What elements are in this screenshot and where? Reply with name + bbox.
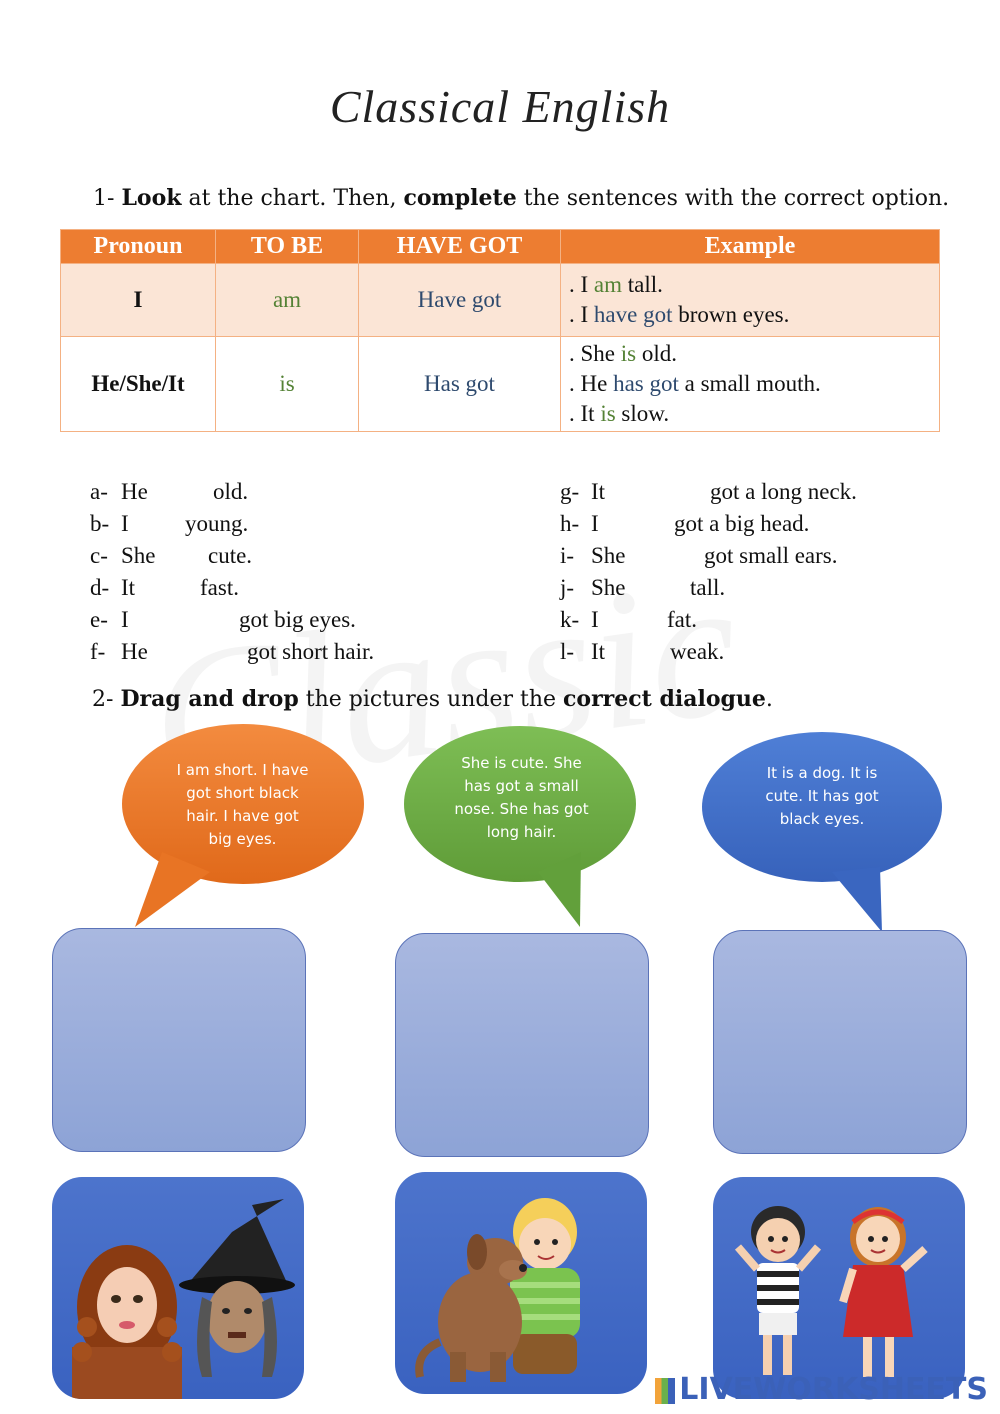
speech-bubble-green — [403, 722, 643, 932]
to-be-cell: am — [216, 264, 359, 337]
sentence-item: e- I got big eyes. — [90, 607, 356, 632]
sentence-item: g- It got a long neck. — [560, 479, 857, 504]
sentence-item: h- I got a big head. — [560, 511, 810, 536]
pronoun-cell: He/She/It — [61, 337, 216, 432]
header-example: Example — [561, 230, 940, 264]
speech-bubble-blue — [702, 722, 947, 932]
sentence-item: d- It fast. — [90, 575, 239, 600]
chart-row — [61, 337, 940, 432]
exercise-number: 2- — [92, 687, 114, 712]
header-pronoun: Pronoun — [61, 230, 216, 264]
exercise-number: 1- — [93, 186, 115, 211]
example-line: . He has got a small mouth. — [569, 371, 821, 396]
exercise-2-instruction — [92, 686, 773, 712]
bubble-text: I am short. I have got short black hair. I have got big eyes. — [176, 761, 309, 848]
sentence-item: l- It weak. — [560, 639, 725, 664]
sentence-item: b- I young. — [90, 511, 249, 536]
to-be-cell: is — [216, 337, 359, 432]
logo-text: LIVEWORKSHEETS — [679, 1372, 988, 1407]
have-got-cell: Have got — [359, 264, 561, 337]
example-cell — [561, 264, 940, 337]
instruction-text: at the chart. Then, — [188, 186, 397, 211]
sentences-left — [90, 476, 510, 668]
boy-dog-illustration — [395, 1172, 647, 1394]
example-line: . I have got brown eyes. — [569, 302, 790, 327]
instruction-text: . — [765, 687, 773, 712]
sentence-item: c- She cute. — [90, 543, 253, 568]
grammar-chart — [60, 229, 940, 432]
instruction-text: the pictures under the — [305, 687, 557, 712]
instruction-text: the sentences with the correct option. — [523, 186, 950, 211]
bubble-text: It is a dog. It is cute. It has got black eyes. — [765, 764, 879, 828]
sentence-item: a- He old. — [90, 479, 249, 504]
picture-card-princess-witch[interactable] — [52, 1177, 304, 1399]
page-title: Classical English — [329, 81, 671, 132]
chart-row — [61, 264, 940, 337]
example-line: . It is slow. — [569, 401, 670, 426]
picture-card-boy-dog[interactable] — [395, 1172, 647, 1394]
instruction-keyword: correct dialogue — [563, 686, 766, 712]
sentence-item: k- I fat. — [560, 607, 698, 632]
example-line: . I am tall. — [569, 272, 663, 297]
picture-card-boy-girl[interactable] — [713, 1177, 965, 1399]
speech-bubble-orange — [120, 722, 370, 932]
chart-header-row — [61, 230, 940, 264]
boy-girl-illustration — [713, 1177, 965, 1399]
drop-target-1[interactable] — [52, 928, 306, 1152]
sentences-right — [560, 476, 980, 668]
instruction-keyword: Look — [121, 185, 182, 211]
drop-target-3[interactable] — [713, 930, 967, 1154]
bubble-text: She is cute. She has got a small nose. She has got long hair. — [454, 754, 589, 841]
example-cell — [561, 337, 940, 432]
instruction-keyword: Drag and drop — [120, 686, 299, 712]
header-to-be: TO BE — [216, 230, 359, 264]
sentence-item: i- She got small ears. — [560, 543, 838, 568]
header-have-got: HAVE GOT — [359, 230, 561, 264]
exercise-1-instruction — [93, 185, 949, 211]
sentence-item: f- He got short hair. — [90, 639, 375, 664]
have-got-cell: Has got — [359, 337, 561, 432]
liveworksheets-logo — [655, 1372, 988, 1407]
princess-witch-illustration — [52, 1177, 304, 1399]
pronoun-cell: I — [61, 264, 216, 337]
logo-icon — [655, 1378, 675, 1404]
drop-target-2[interactable] — [395, 933, 649, 1157]
example-line: . She is old. — [569, 341, 677, 366]
sentence-item: j- She tall. — [560, 575, 726, 600]
instruction-keyword: complete — [403, 185, 517, 211]
